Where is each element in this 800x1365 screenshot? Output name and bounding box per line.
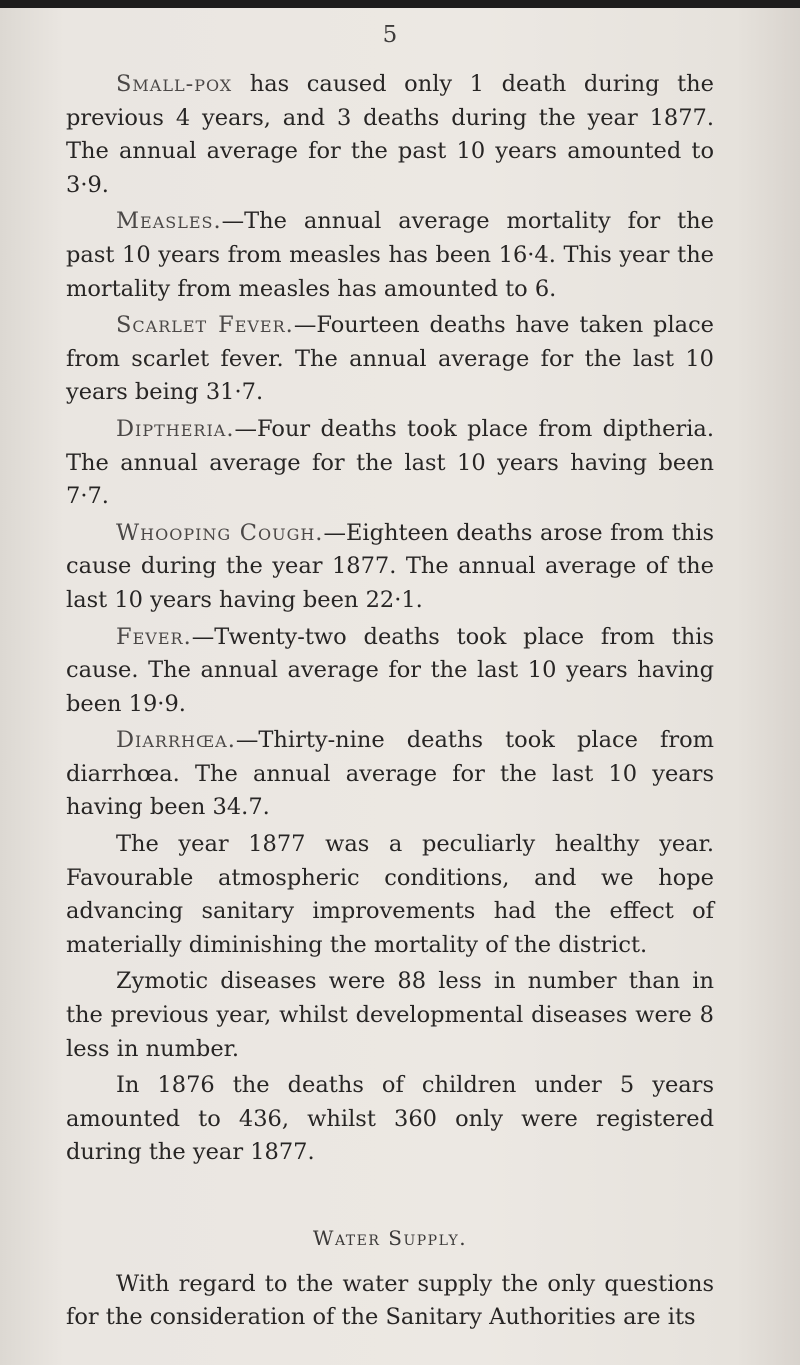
scan-edge: [0, 0, 800, 8]
paragraph-lead: Whooping Cough.: [116, 519, 324, 546]
paragraph-lead: Scarlet Fever.: [116, 312, 294, 339]
body-text: [66, 68, 714, 1338]
paragraph-water-supply: [66, 1268, 714, 1335]
paragraph-body: —The annual average mortality for the past 10 years from measles has been 16·4. This year the mortality from measles has amounted to 6.: [66, 208, 714, 302]
paragraph-body: With regard to the water supply the only questions for the consideration of the Sanitary Authorities are its: [66, 1270, 714, 1331]
paragraph-lead: Diarrhœa.: [116, 727, 236, 754]
paragraph-lead: Small-pox: [116, 71, 233, 97]
paragraph-diarrhoea: [66, 724, 714, 825]
paragraph-body: —Four deaths took place from diptheria. The annual average for the last 10 years having been 7·7.: [66, 415, 714, 510]
paragraph-whooping-cough: [66, 517, 714, 618]
paragraph-scarlet-fever: [66, 309, 714, 410]
paragraph-body: Zymotic diseases were 88 less in number than in the previous year, whilst developmental diseases were 8 less in number.: [66, 968, 714, 1062]
paragraph-fever: [66, 621, 714, 722]
paragraph-body: has caused only 1 death during the previous 4 years, and 3 deaths during the year 1877. The annual average for the past 10 years amounted to 3·9.: [66, 71, 714, 198]
paragraph-body: —Thirty-nine deaths took place from diarrhœa. The annual average for the last 10 years having been 34.7.: [66, 727, 714, 821]
paragraph-body: —Twenty-two deaths took place from this cause. The annual average for the last 10 years having been 19·9.: [66, 623, 714, 717]
paragraph-body: In 1876 the deaths of children under 5 years amounted to 436, whilst 360 only were registered during the year 1877.: [66, 1072, 714, 1166]
page-number: 5: [382, 22, 398, 48]
paragraph-body: The year 1877 was a peculiarly healthy year. Favourable atmospheric conditions, and we hope advancing sanitary improvements had the effect of materially diminishing the mortality of the district.: [66, 831, 714, 958]
paragraph-lead: Diptheria.: [116, 415, 235, 442]
paragraph-body: —Eighteen deaths arose from this cause during the year 1877. The annual average of the last 10 years having been 22·1.: [66, 519, 714, 613]
paragraph-body: —Fourteen deaths have taken place from scarlet fever. The annual average for the last 10 years being 31·7.: [66, 312, 714, 406]
paragraph-smallpox: [66, 68, 714, 202]
paragraph-measles: [66, 205, 714, 306]
paragraph-children-deaths: [66, 1069, 714, 1170]
paragraph-healthy-year: [66, 828, 714, 962]
section-heading: Water Supply.: [312, 1226, 468, 1250]
paragraph-lead: Fever.: [116, 623, 192, 650]
paragraph-diptheria: [66, 413, 714, 514]
paragraph-lead: Measles.: [116, 208, 222, 235]
paragraph-zymotic: [66, 965, 714, 1066]
